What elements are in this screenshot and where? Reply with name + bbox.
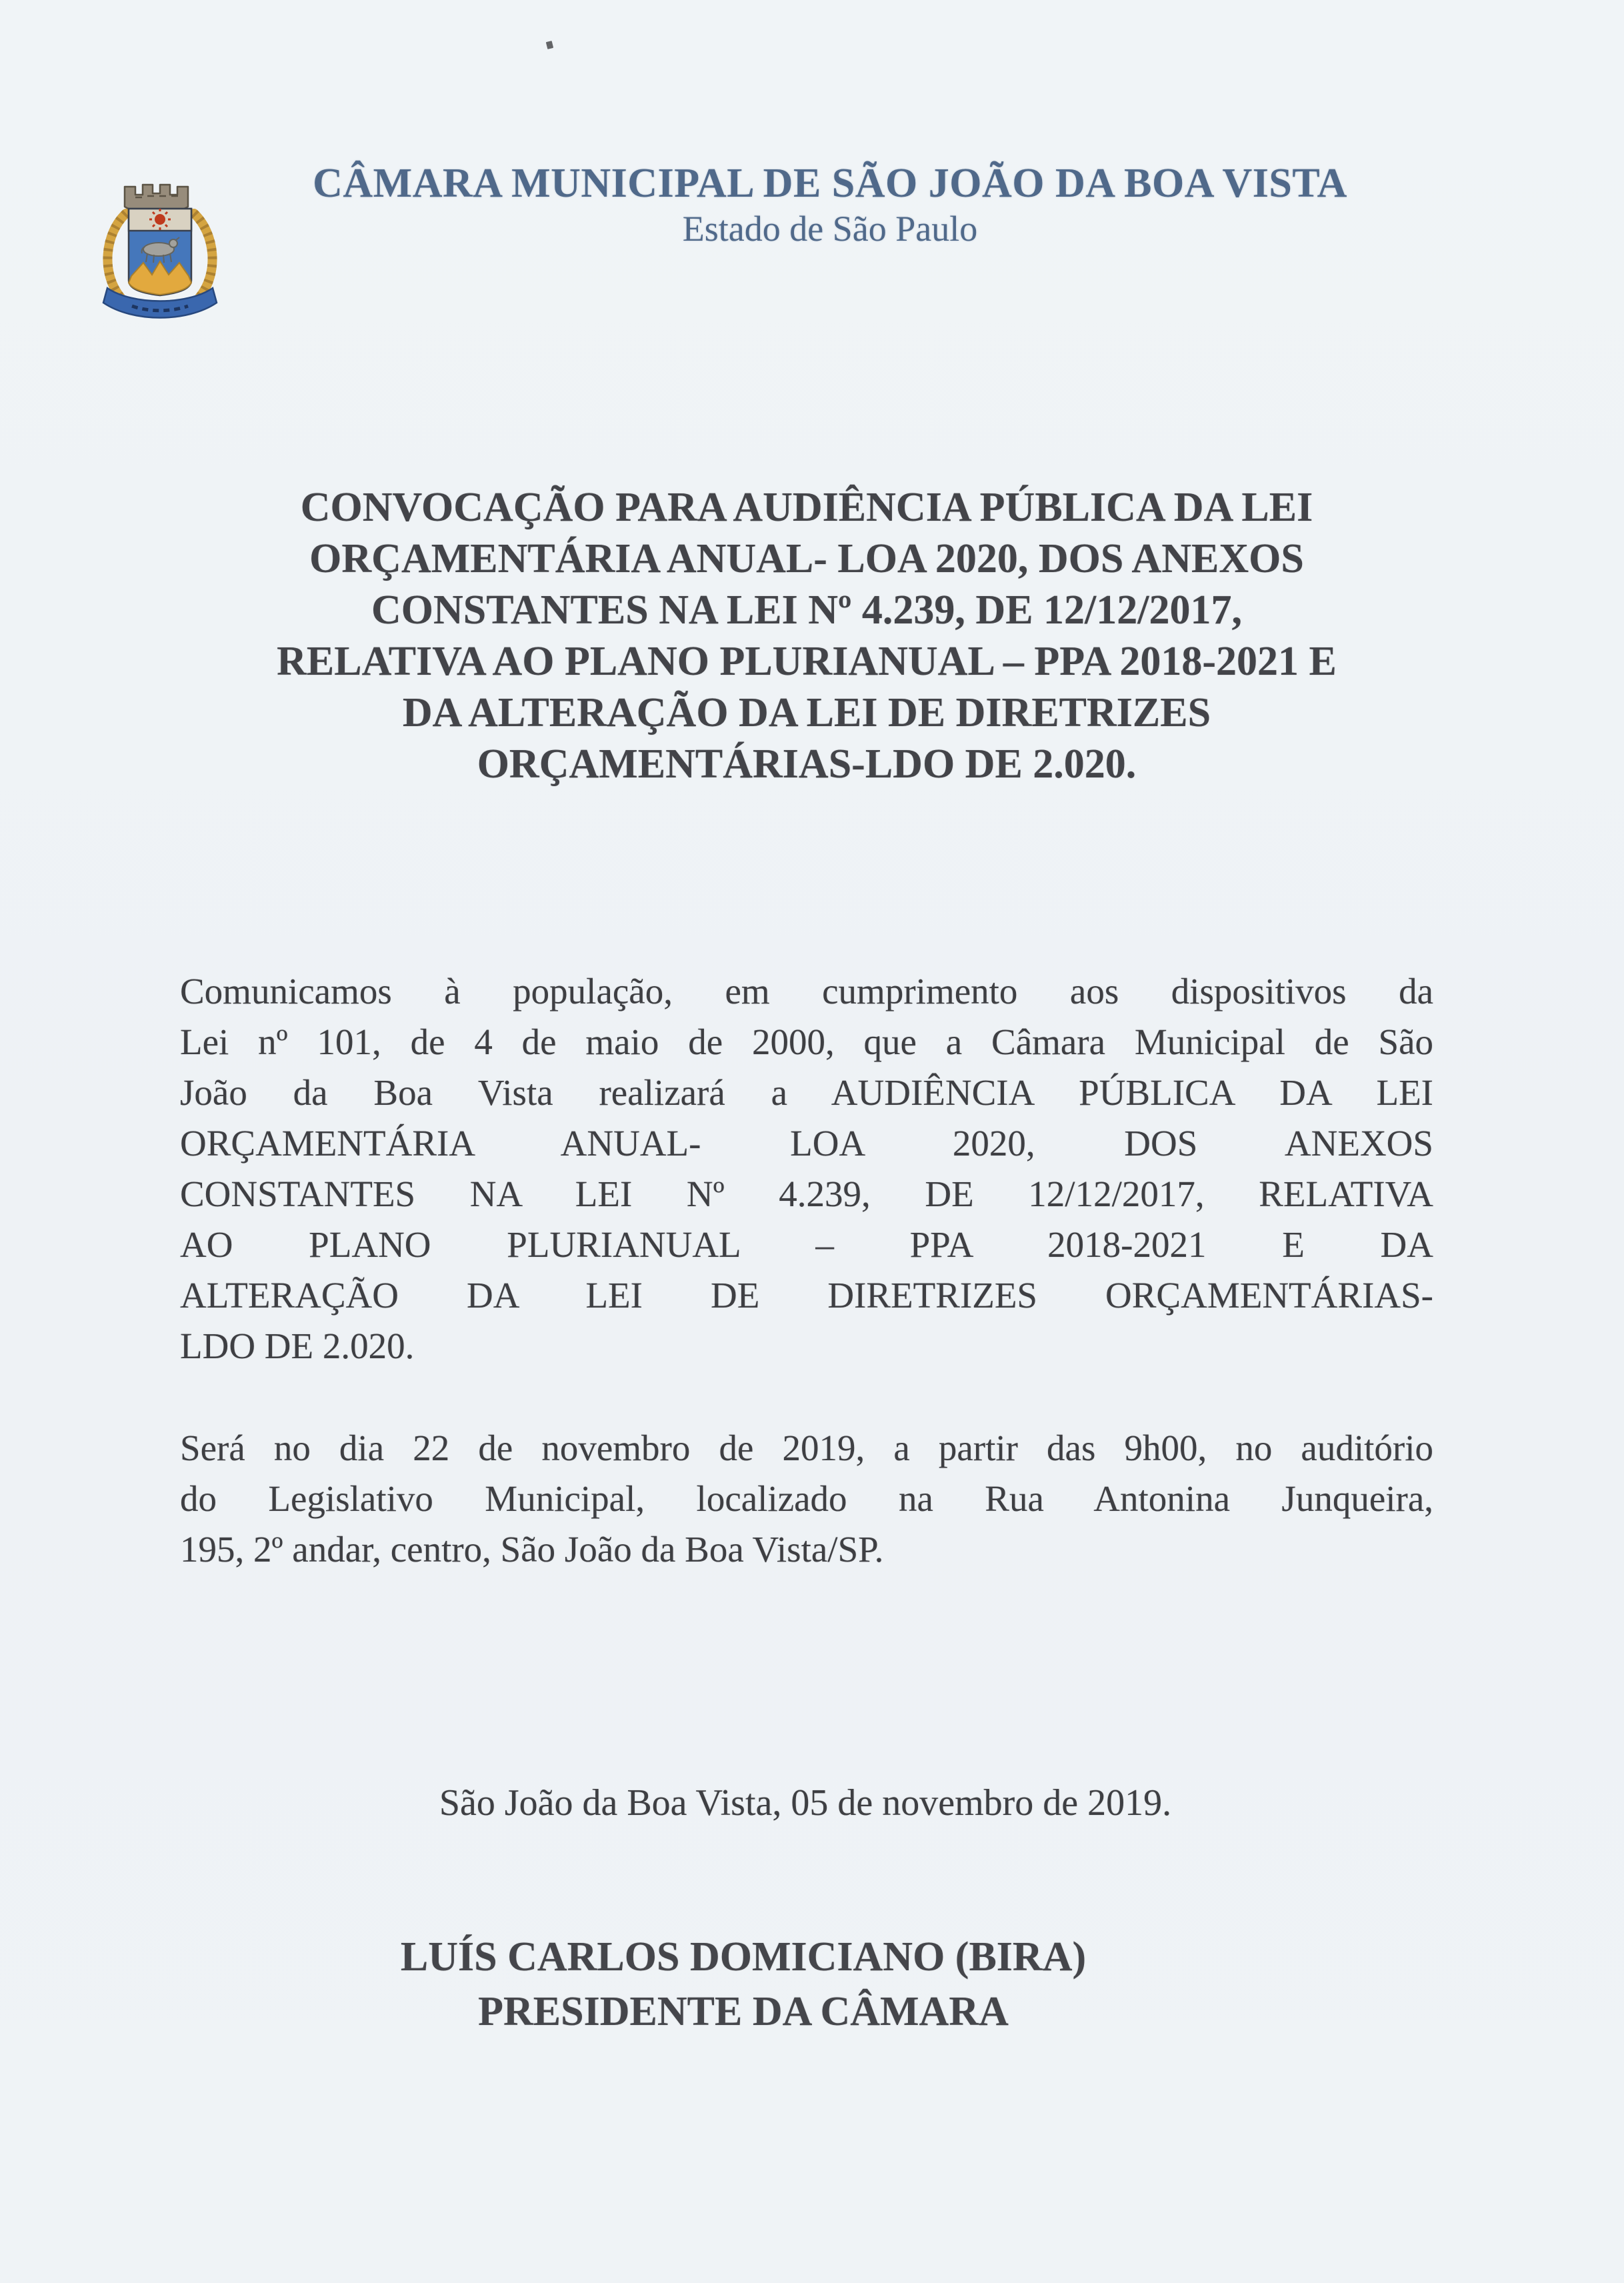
title-line: CONVOCAÇÃO PARA AUDIÊNCIA PÚBLICA DA LEI [300, 485, 1313, 530]
document-title [180, 482, 1433, 790]
body-line: 195, 2º andar, centro, São João da Boa Vista/SP. [180, 1529, 884, 1570]
title-line: ORÇAMENTÁRIA ANUAL- LOA 2020, DOS ANEXOS [309, 536, 1304, 581]
body-line: AO PLANO PLURIANUAL – PPA 2018-2021 E DA [180, 1224, 1433, 1265]
body-line: Será no dia 22 de novembro de 2019, a partir das 9h00, no auditório [180, 1428, 1433, 1468]
date-line: São João da Boa Vista, 05 de novembro de 2019. [439, 1782, 1172, 1824]
body-line: Comunicamos à população, em cumprimento aos dispositivos da [180, 971, 1433, 1011]
body-line: do Legislativo Municipal, localizado na Rua Antonina Junqueira, [180, 1478, 1433, 1519]
signature-block [0, 1930, 1487, 2039]
letterhead [36, 160, 1624, 251]
body-line: ORÇAMENTÁRIA ANUAL- LOA 2020, DOS ANEXOS [180, 1123, 1433, 1164]
body-paragraph-1 [180, 966, 1433, 1372]
body-line: João da Boa Vista realizará a AUDIÊNCIA PÚBLICA DA LEI [180, 1072, 1433, 1113]
body-line: LDO DE 2.020. [180, 1326, 415, 1366]
signer-name: LUÍS CARLOS DOMICIANO (BIRA) [400, 1934, 1087, 1980]
state-line: Estado de São Paulo [682, 209, 978, 249]
title-line: CONSTANTES NA LEI Nº 4.239, DE 12/12/2017, [371, 587, 1243, 633]
body-line: Lei nº 101, de 4 de maio de 2000, que a Câmara Municipal de São [180, 1021, 1433, 1062]
title-line: DA ALTERAÇÃO DA LEI DE DIRETRIZES [402, 690, 1211, 735]
title-line: ORÇAMENTÁRIAS-LDO DE 2.020. [477, 741, 1137, 787]
body-line: ALTERAÇÃO DA LEI DE DIRETRIZES ORÇAMENTÁRIAS- [180, 1275, 1433, 1316]
body-paragraph-2 [180, 1423, 1433, 1575]
org-name: CÂMARA MUNICIPAL DE SÃO JOÃO DA BOA VISTA [313, 161, 1347, 206]
scan-artifact-speck [546, 41, 553, 49]
signer-role: PRESIDENTE DA CÂMARA [478, 1989, 1009, 2034]
title-line: RELATIVA AO PLANO PLURIANUAL – PPA 2018-2021 E [277, 639, 1337, 684]
body-line: CONSTANTES NA LEI Nº 4.239, DE 12/12/2017, RELATIVA [180, 1174, 1433, 1214]
